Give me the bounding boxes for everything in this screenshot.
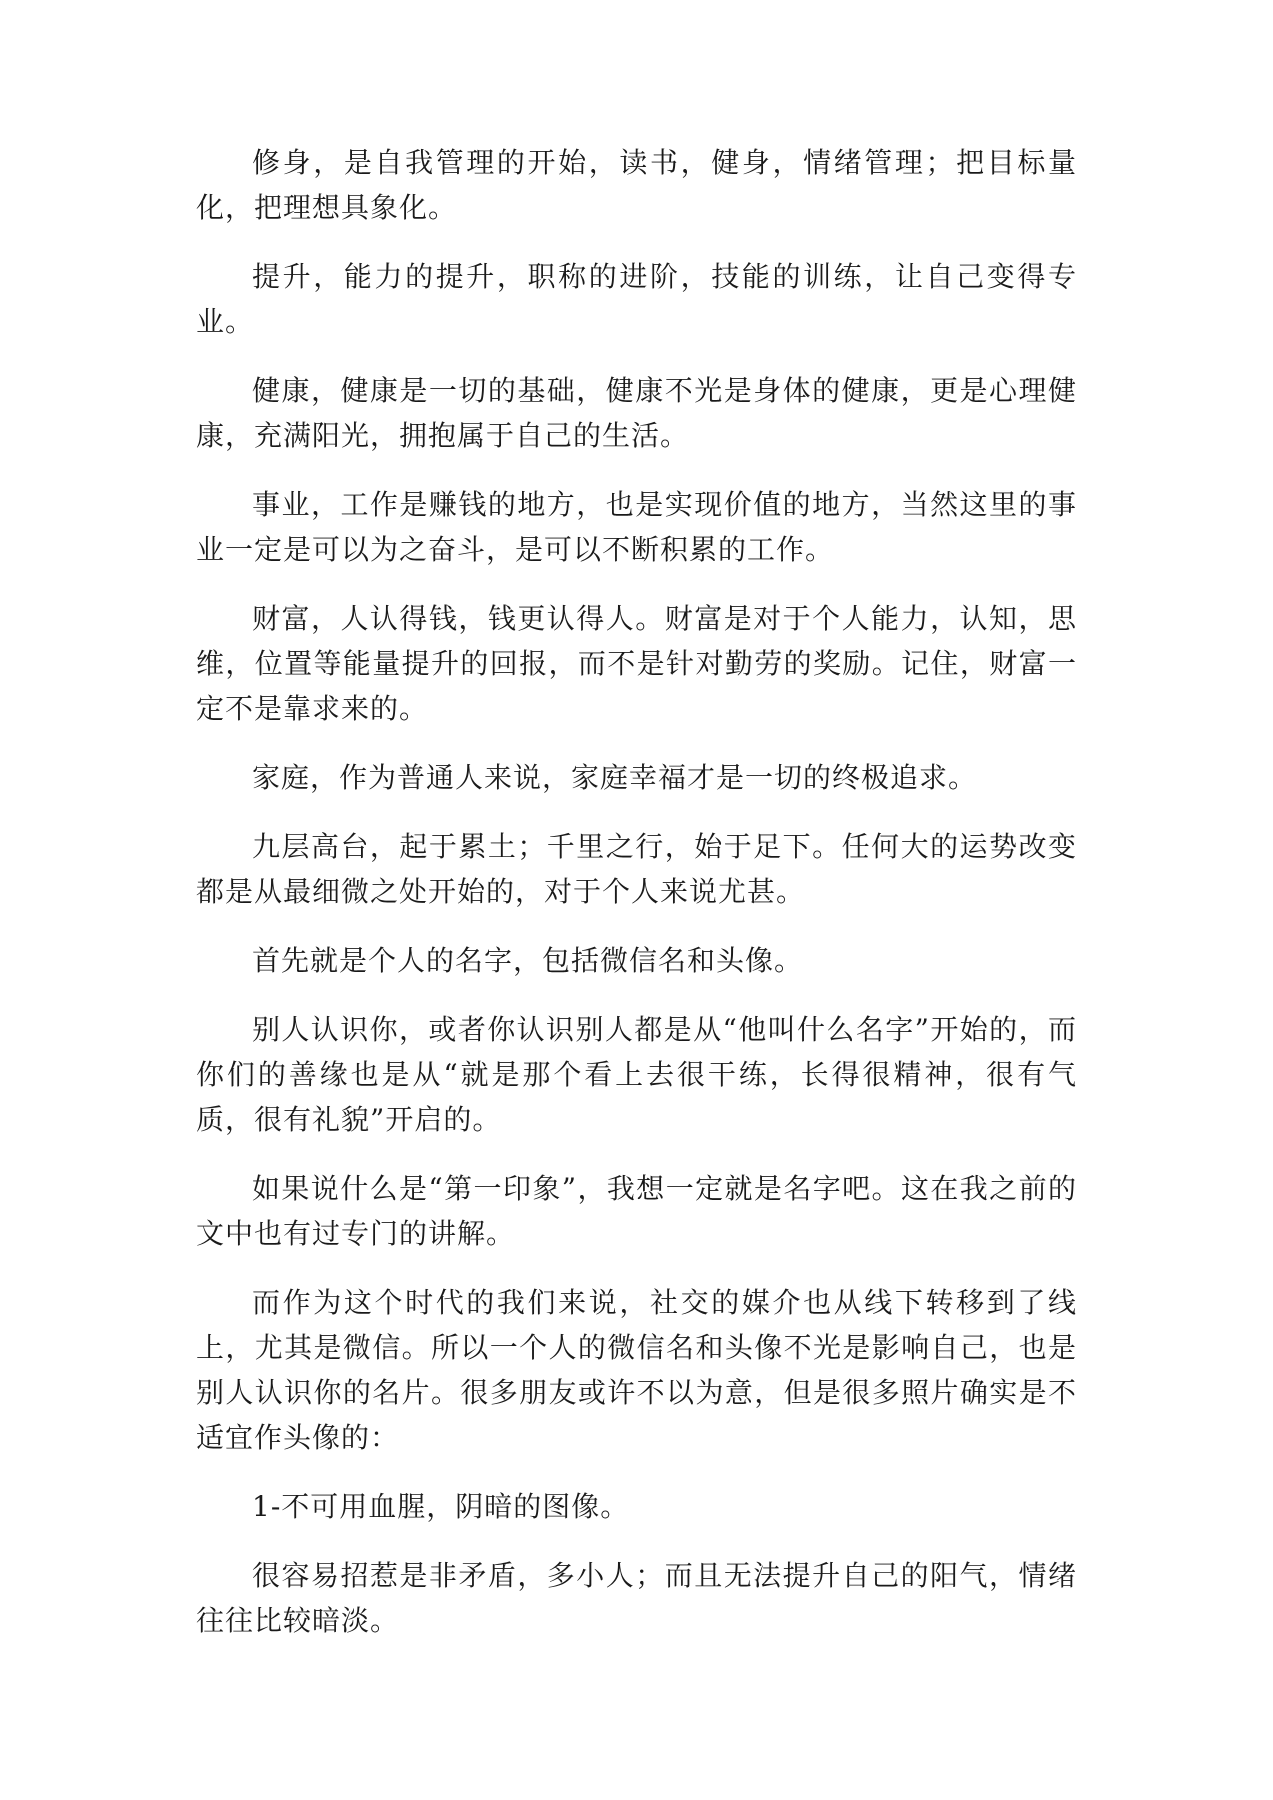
paragraph-wechat-era: 而作为这个时代的我们来说，社交的媒介也从线下转移到了线上，尤其是微信。所以一个人的微信名和头像不光是影响自己，也是别人认识你的名片。很多朋友或许不以为意，但是很多照片确实是不适宜作头像的： bbox=[196, 1286, 1077, 1454]
paragraph-wealth: 财富，人认得钱，钱更认得人。财富是对于个人能力，认知，思维，位置等能量提升的回报，而不是针对勤劳的奖励。记住，财富一定不是靠求来的。 bbox=[196, 602, 1077, 725]
paragraph-health: 健康，健康是一切的基础，健康不光是身体的健康，更是心理健康，充满阳光，拥抱属于自己的生活。 bbox=[196, 374, 1077, 452]
paragraph-rule-1-explanation: 很容易招惹是非矛盾，多小人；而且无法提升自己的阳气，情绪往往比较暗淡。 bbox=[196, 1559, 1077, 1637]
paragraph-first-impression: 如果说什么是“第一印象”，我想一定就是名字吧。这在我之前的文中也有过专门的讲解。 bbox=[196, 1172, 1077, 1250]
paragraph-self-cultivation: 修身，是自我管理的开始，读书，健身，情绪管理；把目标量化，把理想具象化。 bbox=[196, 146, 1077, 224]
paragraph-family: 家庭，作为普通人来说，家庭幸福才是一切的终极追求。 bbox=[252, 761, 978, 794]
paragraph-improvement: 提升，能力的提升，职称的进阶，技能的训练，让自己变得专业。 bbox=[196, 260, 1077, 338]
paragraph-personal-name: 首先就是个人的名字，包括微信名和头像。 bbox=[252, 944, 804, 977]
paragraph-knowing-others: 别人认识你，或者你认识别人都是从“他叫什么名字”开始的，而你们的善缘也是从“就是那个看上去很干练，长得很精神，很有气质，很有礼貌”开启的。 bbox=[196, 1013, 1077, 1136]
paragraph-career: 事业，工作是赚钱的地方，也是实现价值的地方，当然这里的事业一定是可以为之奋斗，是可以不断积累的工作。 bbox=[196, 488, 1077, 566]
paragraph-rule-1: 1-不可用血腥，阴暗的图像。 bbox=[252, 1490, 630, 1523]
paragraph-nine-story-tower: 九层高台，起于累土；千里之行，始于足下。任何大的运势改变都是从最细微之处开始的，对于个人来说尤甚。 bbox=[196, 830, 1077, 908]
